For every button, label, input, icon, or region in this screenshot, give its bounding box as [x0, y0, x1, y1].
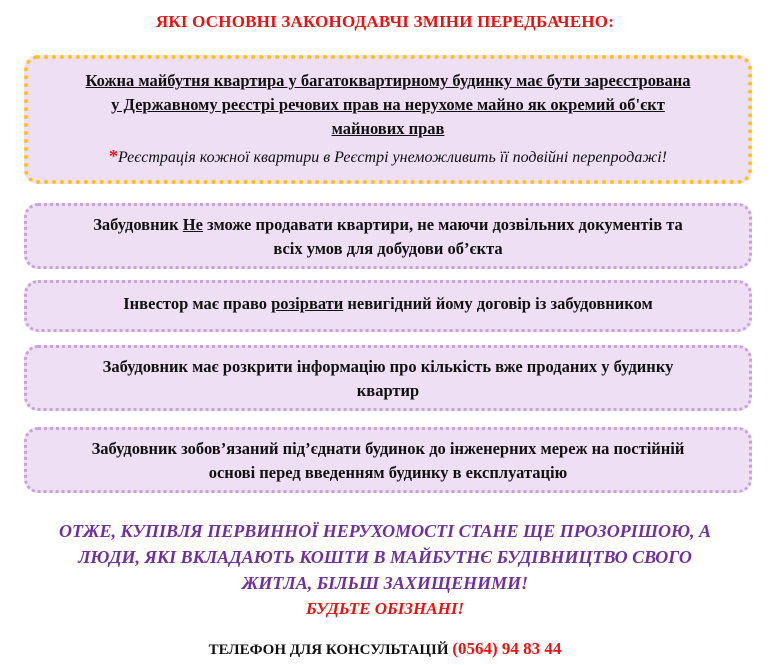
conclusion-line-2: ЛЮДИ, ЯКІ ВКЛАДАЮТЬ КОШТИ В МАЙБУТНЄ БУДІВНИЦТВО СВОГО [78, 547, 692, 567]
conclusion-line-1: ОТЖЕ, КУПІВЛЯ ПЕРВИННОЇ НЕРУХОМОСТІ СТАНЕ ЩЕ ПРОЗОРІШОЮ, А [59, 521, 711, 541]
asterisk-icon: * [108, 146, 118, 166]
main-change-line-1: Кожна майбутня квартира у багатоквартирному будинку має бути зареєстрована [85, 71, 691, 90]
change-2-emphasis: розірвати [271, 294, 344, 313]
change-4-line-2: основі перед введенням будинку в експлуатацію [208, 463, 568, 482]
change-2-text-after: невигідний йому договір із забудовником [343, 294, 653, 313]
main-change-line-2: у Державному реєстрі речових прав на нерухоме майно як окремий об'єкт [111, 95, 665, 114]
change-box-1 [24, 203, 752, 269]
change-3-line-1: Забудовник має розкрити інформацію про кількість вже проданих у будинку [102, 357, 674, 376]
change-box-4 [24, 427, 752, 493]
main-change-note [46, 144, 730, 170]
change-1-emphasis: Не [182, 215, 203, 234]
main-change-box [24, 55, 752, 184]
main-change-line-3: майнових прав [331, 119, 445, 138]
phone-line [0, 639, 770, 659]
change-2-text-before: Інвестор має право [123, 294, 272, 313]
change-1-text-after: зможе продавати квартири, не маючи дозвільних документів та [202, 215, 683, 234]
main-change-text [46, 69, 730, 141]
conclusion-line-3: ЖИТЛА, БІЛЬШ ЗАХИЩЕНИМИ! [241, 573, 529, 593]
change-3-line-2: квартир [356, 381, 420, 400]
phone-number[interactable]: (0564) 94 83 44 [452, 639, 562, 658]
change-box-3 [24, 345, 752, 411]
page-title: ЯКІ ОСНОВНІ ЗАКОНОДАВЧІ ЗМІНИ ПЕРЕДБАЧЕНО: [155, 12, 615, 31]
conclusion-text [0, 518, 770, 596]
note-text: Реєстрація кожної квартири в Реєстрі унеможливить її подвійні перепродажі! [117, 149, 668, 166]
change-4-line-1: Забудовник зобов’язаний під’єднати будинок до інженерних мереж на постійній [91, 439, 685, 458]
change-box-2 [24, 280, 752, 332]
change-1-line-2: всіх умов для добудови об’єкта [273, 239, 503, 258]
phone-label: ТЕЛЕФОН ДЛЯ КОНСУЛЬТАЦІЙ [208, 642, 449, 658]
change-1-text-before: Забудовник [93, 215, 183, 234]
be-aware-text: БУДЬТЕ ОБІЗНАНІ! [305, 599, 465, 618]
